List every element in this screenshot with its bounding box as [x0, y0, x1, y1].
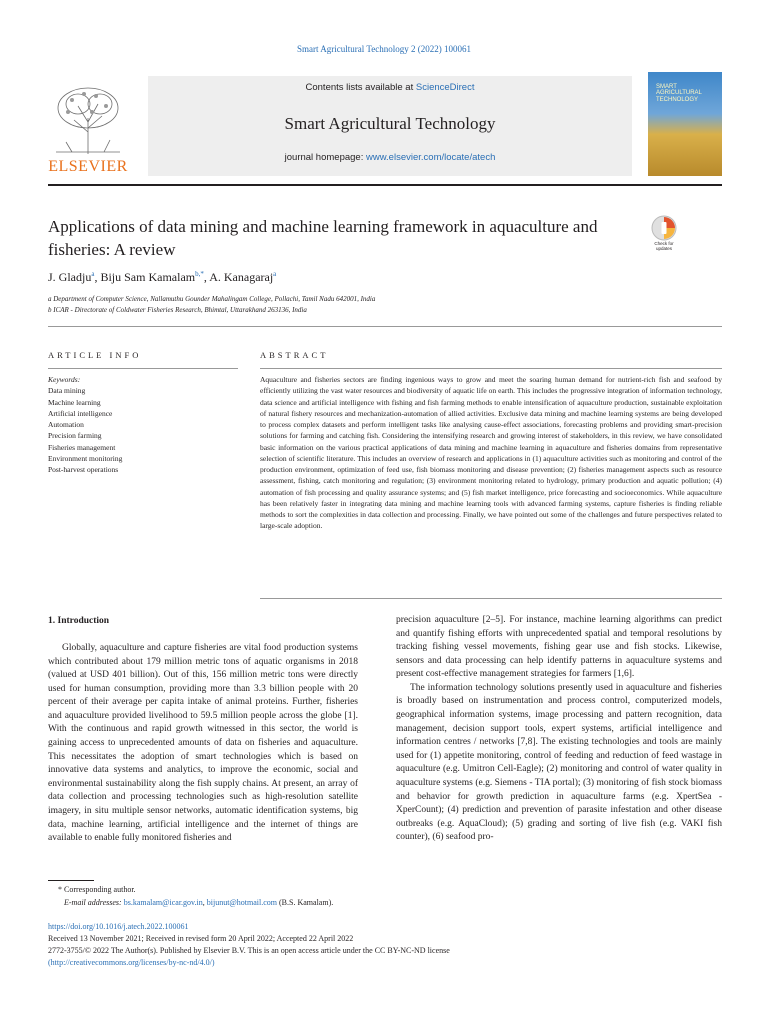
email-link[interactable]: bijunut@hotmail.com — [206, 898, 278, 907]
corresponding-author-note: * Corresponding author. — [58, 885, 136, 894]
author-separator: , — [203, 270, 210, 284]
abstract-bottom-divider — [260, 598, 722, 599]
header-divider — [48, 326, 722, 327]
author-name[interactable]: A. Kanagaraj — [209, 270, 274, 284]
elsevier-wordmark: ELSEVIER — [48, 158, 128, 175]
intro-paragraph-1: Globally, aquaculture and capture fisheries are vital food production systems which contributed about 179 million metric tons of aquatic organisms in 2018 (valued at USD 401 billion). Out of this, 156 million metric tons were directly used for human consumption, providing more than 3.3 billion people with 20 percent of their average per capita intake of animal proteins. Further, fisheries and aquaculture provided livelihood to 59.5 million people across the globe [1]. With the continuous and rapid growth witnessed in this sector, the world is gaining access to unprecedented amounts of data on fisheries and aquaculture. This necessitates the adoption of smart technologies which is based on innovative data systems and analytics, to improve the economic, social and environmental sustainability along the fish supply chains. At present, an array of data collection and processing technologies such as high-resolution satellite imagery, in situ multiple sensor networks, automatic identification systems, big data, machine learning, artificial intelligence and the internet of things are available to enable fully monitored fisheries and — [48, 643, 358, 844]
contents-prefix: Contents lists available at — [305, 82, 414, 93]
affiliation-a: a Department of Computer Science, Nallamuthu Gounder Mahalingam College, Pollachi, Tamil Nadu 642001, India — [48, 295, 376, 303]
crossmark-label: Check for updates — [654, 241, 674, 251]
contents-line — [148, 82, 632, 93]
author-affiliation-marker[interactable]: a — [91, 270, 95, 278]
intro-paragraph-3: The information technology solutions presently used in aquaculture and fisheries is broadly based on instrumentation and process control, computerized models, geographical information systems, image processing and pattern recognition, data management, decision support tools, expert systems, artificial intelligence and information centres / networks [7,8]. The existing technologies and tools are mainly used for (1) appetite monitoring, control of feeding and reduction of feed wastage in aquaculture (e.g. Umitron Cell-Eagle); (2) monitoring and control of water quality in aquaculture systems (e.g. Siemens - TIA portal); (3) monitoring of fish stock biomass and behavior for growth prediction in aquaculture farms (e.g. XpertSea - XperCount); (4) prediction and prevention of parasite infestation and other disease outbreaks (e.g. AquaCloud); (5) grading and sorting of live fish (e.g. VAKI fish counter), (6) seafood pro- — [396, 682, 722, 843]
elsevier-tree-icon — [48, 82, 128, 156]
homepage-prefix: journal homepage: — [284, 152, 364, 163]
abstract-divider — [260, 368, 722, 369]
keyword-item: Environment monitoring — [48, 453, 123, 463]
right-column — [396, 614, 722, 845]
article-title: Applications of data mining and machine learning framework in aquaculture and fisheries: A review — [48, 217, 598, 259]
keyword-item: Fisheries management — [48, 442, 116, 452]
left-column — [48, 642, 358, 846]
keyword-item: Precision farming — [48, 431, 102, 441]
article-info-divider — [48, 368, 238, 369]
masthead — [48, 76, 722, 176]
journal-name: Smart Agricultural Technology — [284, 114, 496, 133]
crossmark-icon — [646, 214, 682, 242]
keyword-item: Artificial intelligence — [48, 408, 113, 418]
abstract-text: Aquaculture and fisheries sectors are finding ingenious ways to grow and meet the soaring human demand for nutrient-rich fish and seafood by efficiently utilizing the vast water resources and biodiversity of aquatic life on earth. This includes the progressive integration of information technology, data science and artificial intelligence with fishing and fish farming methods to enable intensification of aquaculture production, sustainable exploitation of natural fishery resources and mechanization-automation of allied activities. Exclusive data mining and machine learning systems are being developed to process complex datasets and perform intelligent tasks like analysing cause-effect associations, forecasting problems and providing smart-precision solutions for farming and catching fish. Considering the intensifying research and growing interest of stakeholders, in this review, we have consolidated basic information on the various practical applications of data mining and machine learning in aquaculture and fisheries domains from representative selection of scientific literature. This includes an overview of research and applications in (1) aquaculture activities such as monitoring and control of the production environment, optimization of feed use, fish biomass monitoring and disease prevention; (2) fisheries management aspects such as resource assessment, fishing, catch monitoring and regulation; (3) environment monitoring related to hydrology, primary production and aquatic pollution; (4) automation of fish processing and quality assurance systems; and (5) fish market intelligence, price forecasting and socioeconomics. While aquaculture has been relatively faster in integrating data mining and machine learning tools with advanced farming systems, capture fisheries is finding reliable methods to sort the complexities in data collection and processing. Finally, we have pointed out some of the challenges and future perspectives related to large-scale adoption. — [260, 375, 722, 531]
email-label: E-mail addresses: — [64, 898, 122, 907]
homepage-line — [148, 152, 632, 163]
author-separator: , — [94, 270, 101, 284]
license-statement: 2772-3755/© 2022 The Author(s). Published by Elsevier B.V. This is an open access article under the CC BY-NC-ND license — [48, 946, 450, 955]
elsevier-logo[interactable] — [48, 82, 128, 174]
email-suffix: (B.S. Kamalam). — [279, 898, 334, 907]
cover-title: SMART AGRICULTURAL TECHNOLOGY — [656, 84, 702, 103]
section-heading-introduction: 1. Introduction — [48, 616, 110, 626]
keyword-item: Automation — [48, 420, 84, 429]
keyword-item: Data mining — [48, 386, 86, 396]
license-link[interactable]: (http://creativecommons.org/licenses/by-nc-nd/4.0/) — [48, 958, 215, 967]
journal-reference[interactable]: Smart Agricultural Technology 2 (2022) 100061 — [297, 44, 471, 54]
author-affiliation-marker[interactable]: b,* — [195, 270, 204, 278]
keyword-item: Post-harvest operations — [48, 465, 119, 474]
doi-link[interactable]: https://doi.org/10.1016/j.atech.2022.100061 — [48, 922, 189, 931]
affiliation-b: b ICAR - Directorate of Coldwater Fisheries Research, Bhimtal, Uttarakhand 263136, India — [48, 306, 307, 314]
masthead-divider — [48, 184, 722, 186]
email-link[interactable]: bs.kamalam@icar.gov.in — [123, 898, 203, 907]
intro-paragraph-2: precision aquaculture [2–5]. For instance, machine learning algorithms can predict and quantify fishing efforts with unprecedented spatial and temporal resolutions by tracking fishing vessel movements, fishing gear use and fish stocks. Likewise, sensors and data processing can help identify patterns in aquaculture systems and present cost-effective management strategies for farmers [1,6]. — [396, 615, 722, 680]
email-addresses: E-mail addresses: bs.kamalam@icar.gov.in, bijunut@hotmail.com (B.S. Kamalam). — [64, 898, 334, 907]
homepage-link[interactable]: www.elsevier.com/locate/atech — [365, 152, 496, 163]
author-name[interactable]: J. Gladju — [48, 270, 92, 284]
received-dates: Received 13 November 2021; Received in revised form 20 April 2022; Accepted 22 April 2022 — [48, 934, 354, 943]
author-affiliation-marker[interactable]: a — [273, 270, 277, 278]
sciencedirect-link[interactable]: ScienceDirect — [415, 82, 475, 93]
footnote-divider — [48, 880, 94, 881]
keywords-block — [48, 374, 238, 475]
author-name[interactable]: Biju Sam Kamalam — [100, 270, 196, 284]
journal-cover-image[interactable] — [648, 72, 722, 176]
check-for-updates-badge[interactable] — [646, 214, 682, 260]
keyword-item: Machine learning — [48, 397, 101, 407]
keywords-label: Keywords: — [48, 375, 81, 384]
journal-banner — [148, 76, 632, 176]
author-list — [48, 270, 276, 285]
abstract-heading: ABSTRACT — [260, 350, 329, 360]
article-info-heading: ARTICLE INFO — [48, 350, 142, 360]
